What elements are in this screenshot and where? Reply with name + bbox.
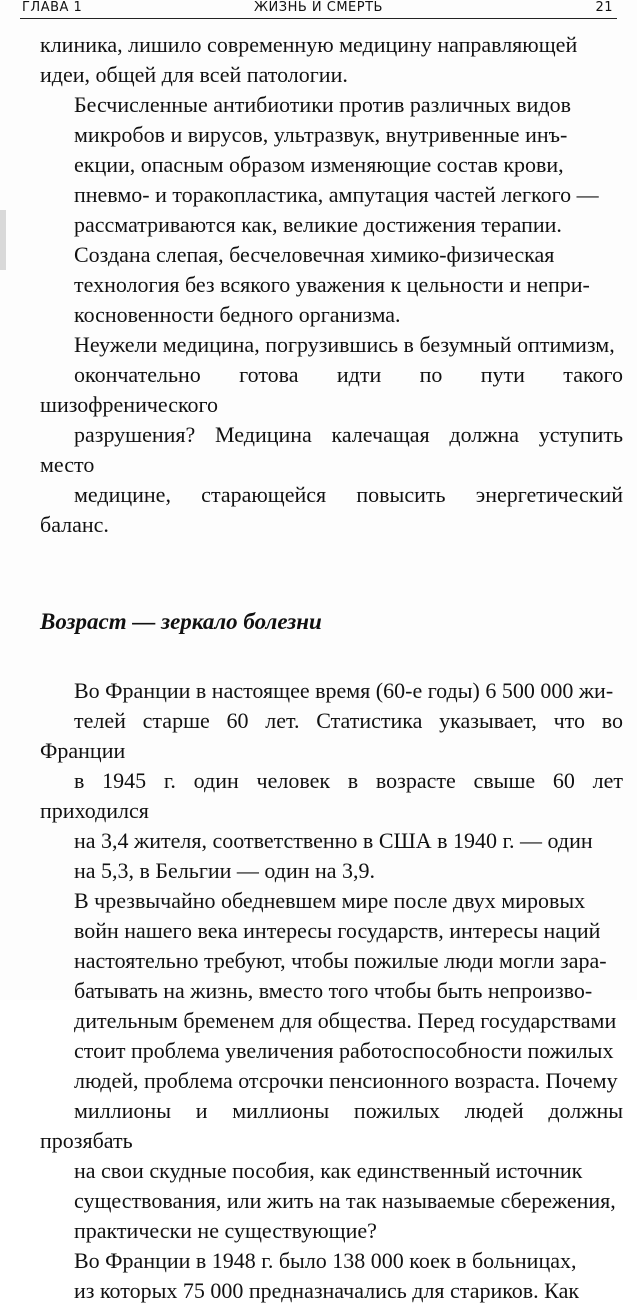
paragraph-continued [40,30,623,90]
section-heading: Возраст — зеркало болезни [40,609,322,634]
text-line: рассматриваются как, великие достижения терапии. [74,212,562,237]
text-line: на 3,4 жителя, соответственно в США в 1940 г. — один [74,828,593,853]
paragraph-impoverished-world [40,886,623,1246]
text-line: на свои скудные пособия, как единственный источник [74,1158,583,1183]
paragraph-antibiotics [40,90,623,240]
text-line: косновенности бедного организма. [74,302,401,327]
text-line: микробов и вирусов, ультразвук, внутривенные инъ- [74,122,568,147]
text-line: на 5,3, в Бельгии — один на 3,9. [74,858,376,883]
text-line: клиника, лишило современную медицину направляющей [40,32,578,57]
section-age [40,676,623,1306]
text-line: медицине, старающейся повысить энергетический баланс. [40,482,623,537]
paragraph-technology [40,240,623,330]
text-line: пневмо- и торакопластика, ампутация частей легкого — [74,182,599,207]
text-line: стоит проблема увеличения работоспособности пожилых [74,1038,614,1063]
text-line: батывать на жизнь, вместо того чтобы быть непроизво- [74,978,593,1003]
chapter-label: ГЛАВА 1 [22,0,83,15]
text-line: окончательно готова идти по пути такого шизофренического [40,362,623,417]
text-line: Неужели медицина, погрузившись в безумный оптимизм, [74,332,615,357]
text-line: миллионы и миллионы пожилых людей должны прозябать [40,1098,623,1153]
text-line: войн нашего века интересы государств, интересы наций [74,918,601,943]
text-line: из которых 75 000 предназначались для стариков. Как [74,1278,580,1303]
paragraph-medicine [40,330,623,540]
text-line: В чрезвычайно обедневшем мире после двух мировых [74,888,586,913]
text-line: Во Франции в настоящее время (60-е годы) 6 500 000 жи- [74,678,614,703]
paragraph-france-stats [40,676,623,886]
text-line: людей, проблема отсрочки пенсионного возраста. Почему [74,1068,618,1093]
text-line: екции, опасным образом изменяющие состав крови, [74,152,564,177]
paragraph-hospital-beds [40,1246,623,1306]
text-line: технология без всякого уважения к цельности и непри- [74,272,590,297]
text-line: телей старше 60 лет. Статистика указывает, что во Франции [40,708,623,763]
text-line: настоятельно требуют, чтобы пожилые люди могли зара- [74,948,607,973]
scan-edge-mark [0,210,6,270]
running-head [20,0,617,19]
text-line: практически не существующие? [74,1218,377,1243]
text-line: Создана слепая, бесчеловечная химико-физическая [74,242,555,267]
body-text [40,30,623,1306]
text-line: разрушения? Медицина калечащая должна уступить место [40,422,623,477]
text-line: дительным бременем для общества. Перед государствами [74,1008,617,1033]
chapter-title: ЖИЗНЬ И СМЕРТЬ [254,0,383,15]
page-number: 21 [595,0,613,15]
text-line: существования, или жить на так называемые сбережения, [74,1188,616,1213]
text-line: Бесчисленные антибиотики против различных видов [74,92,571,117]
text-line: в 1945 г. один человек в возрасте свыше 60 лет приходился [40,768,623,823]
text-line: Во Франции в 1948 г. было 138 000 коек в больницах, [74,1248,577,1273]
text-line: идеи, общей для всей патологии. [40,62,348,87]
